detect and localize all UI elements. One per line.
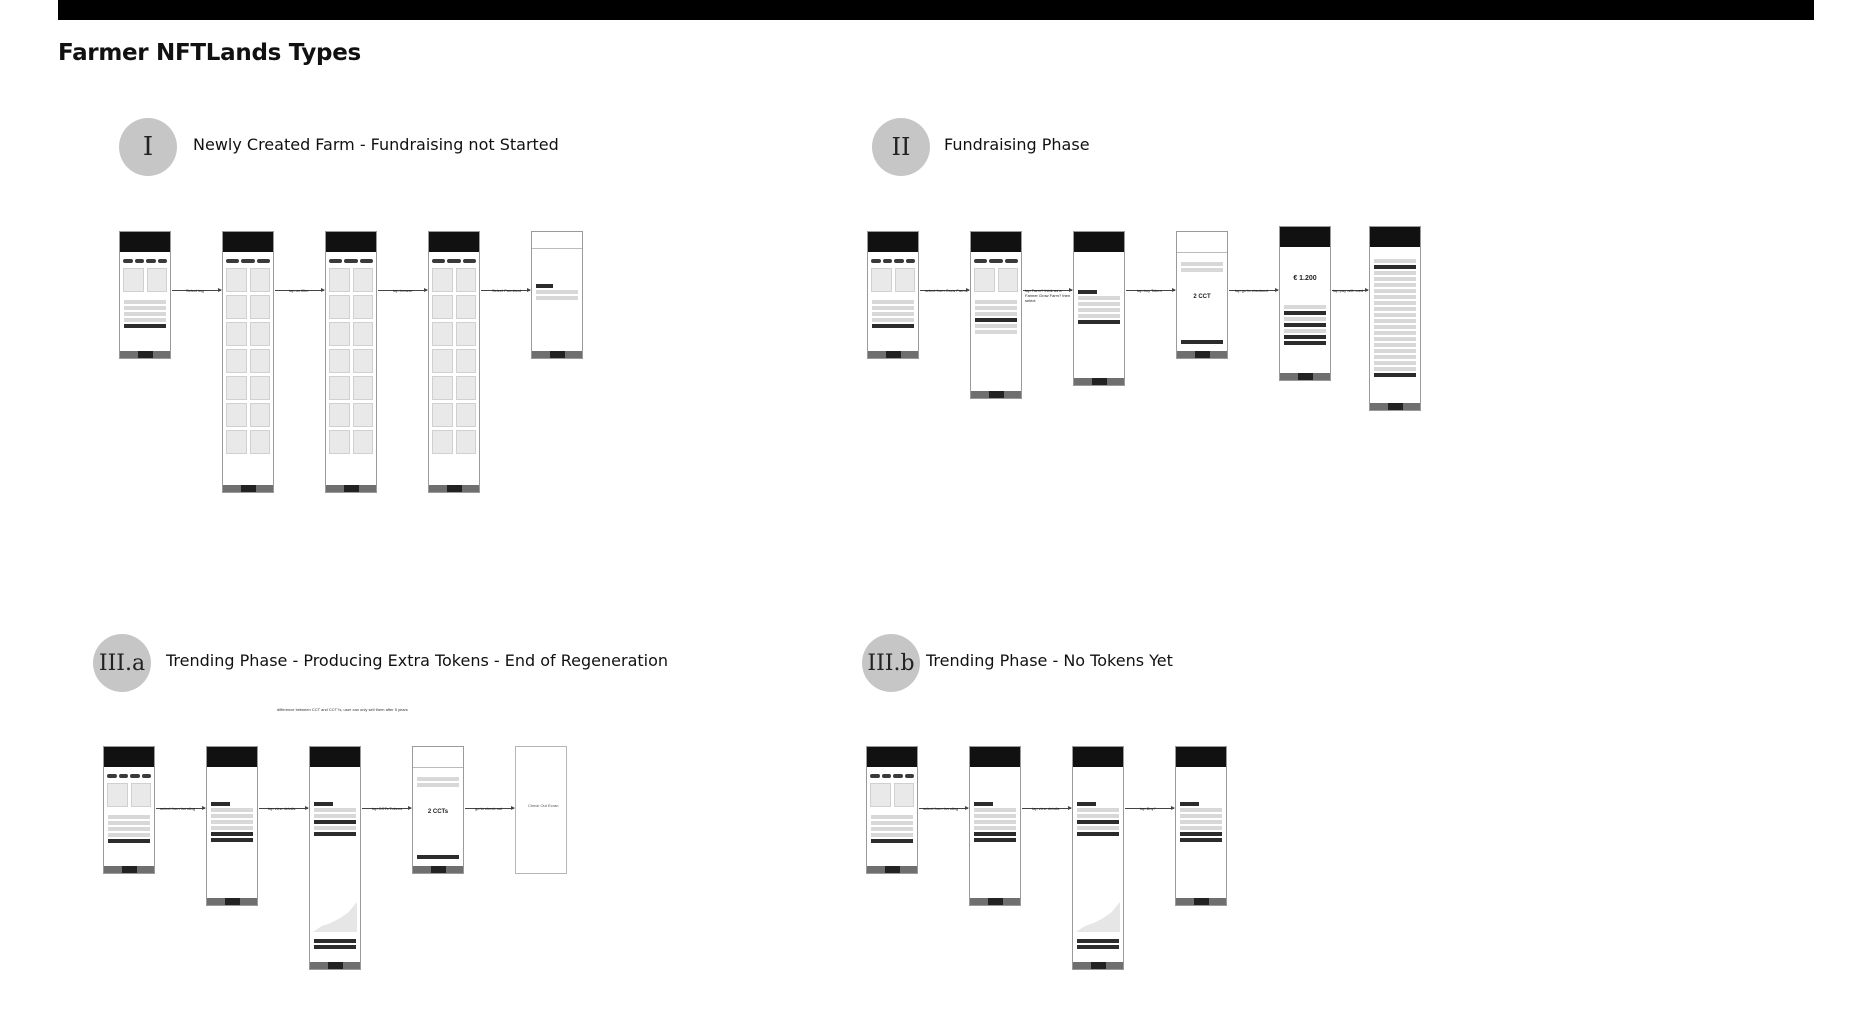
flow1-arrow-1-label: Select tag: [186, 288, 204, 293]
flow2-arrow-1-label: select from Grow Farm: [925, 288, 966, 293]
screen-cct-tokens: [412, 746, 464, 874]
screen-checkout: [1279, 226, 1331, 381]
screen-farm-detail: [1073, 231, 1125, 386]
token-amount: 2 CCT: [1193, 294, 1211, 300]
flow3b-arrow-1-label: select from trending: [923, 806, 959, 811]
screen-trending-farm-b: [969, 746, 1021, 906]
flow2-arrow-3-label: tap buy Token: [1137, 288, 1162, 293]
flow2-arrow-2-label: tap Farm? think as a Farmer Grow Farm? then select: [1025, 288, 1071, 303]
screen-farm-details-chart-b: [1072, 746, 1124, 970]
flow3a-arrow-1-label: select from trending: [160, 806, 196, 811]
flow2-arrow-5-label: tap pay with card: [1333, 288, 1364, 293]
top-black-bar: [58, 0, 1814, 20]
screen-buy-b: [1175, 746, 1227, 906]
screen-checkout-placeholder: [515, 746, 567, 874]
screen-browse-results: [428, 231, 480, 493]
cct-token-amount: 2 CCTs: [427, 809, 449, 815]
flow3b-arrow-3-label: tap Buy?: [1140, 806, 1156, 811]
page-title: Farmer NFTLands Types: [58, 40, 361, 66]
screen-grow-farm: [867, 231, 919, 359]
flow1-arrow-3-label: tap browse: [393, 288, 413, 293]
screen-farmland-detail: [531, 231, 583, 359]
section-badge-2: II: [872, 118, 930, 176]
checkout-placeholder-label: Check Out Ecran: [528, 803, 559, 808]
flow1-arrow-4-label: Select Farmland: [492, 288, 522, 293]
screen-buy-token: [1176, 231, 1228, 359]
section-title-3a: Trending Phase - Producing Extra Tokens - End of Regeneration: [166, 651, 669, 670]
screen-filter-menu: [325, 231, 377, 493]
section-title-2: Fundraising Phase: [944, 135, 1090, 154]
screen-trending-farm: [206, 746, 258, 906]
screen-trending-list: [103, 746, 155, 874]
flow2-arrow-4-label: tap go to checkout: [1235, 288, 1268, 293]
section-title-3b: Trending Phase - No Tokens Yet: [926, 651, 1173, 670]
screen-farm-list: [970, 231, 1022, 399]
screen-trending-list-b: [866, 746, 918, 874]
flow3a-arrow-2-label: tap view details: [268, 806, 296, 811]
screen-farm-details-chart: [309, 746, 361, 970]
section-title-1: Newly Created Farm - Fundraising not Started: [193, 135, 559, 154]
price-amount: € 1.200: [1293, 275, 1317, 282]
section-badge-1: I: [119, 118, 177, 176]
screen-marketplace-list: [222, 231, 274, 493]
flow3a-arrow-3-label: tap CCTs Tokens: [372, 806, 403, 811]
flow3a-arrow-4-label: go to check out: [475, 806, 503, 811]
screen-marketplace: [119, 231, 171, 359]
flow3b-arrow-2-label: tap view details: [1032, 806, 1060, 811]
screen-card-payment: [1369, 226, 1421, 411]
flow1-arrow-2-label: tap on filter: [289, 288, 309, 293]
section-badge-3a: III.a: [93, 634, 151, 692]
section-3a-note: difference between CCT and CCT?s, user can only sell them after 5 years: [277, 707, 408, 712]
section-badge-3b: III.b: [862, 634, 920, 692]
